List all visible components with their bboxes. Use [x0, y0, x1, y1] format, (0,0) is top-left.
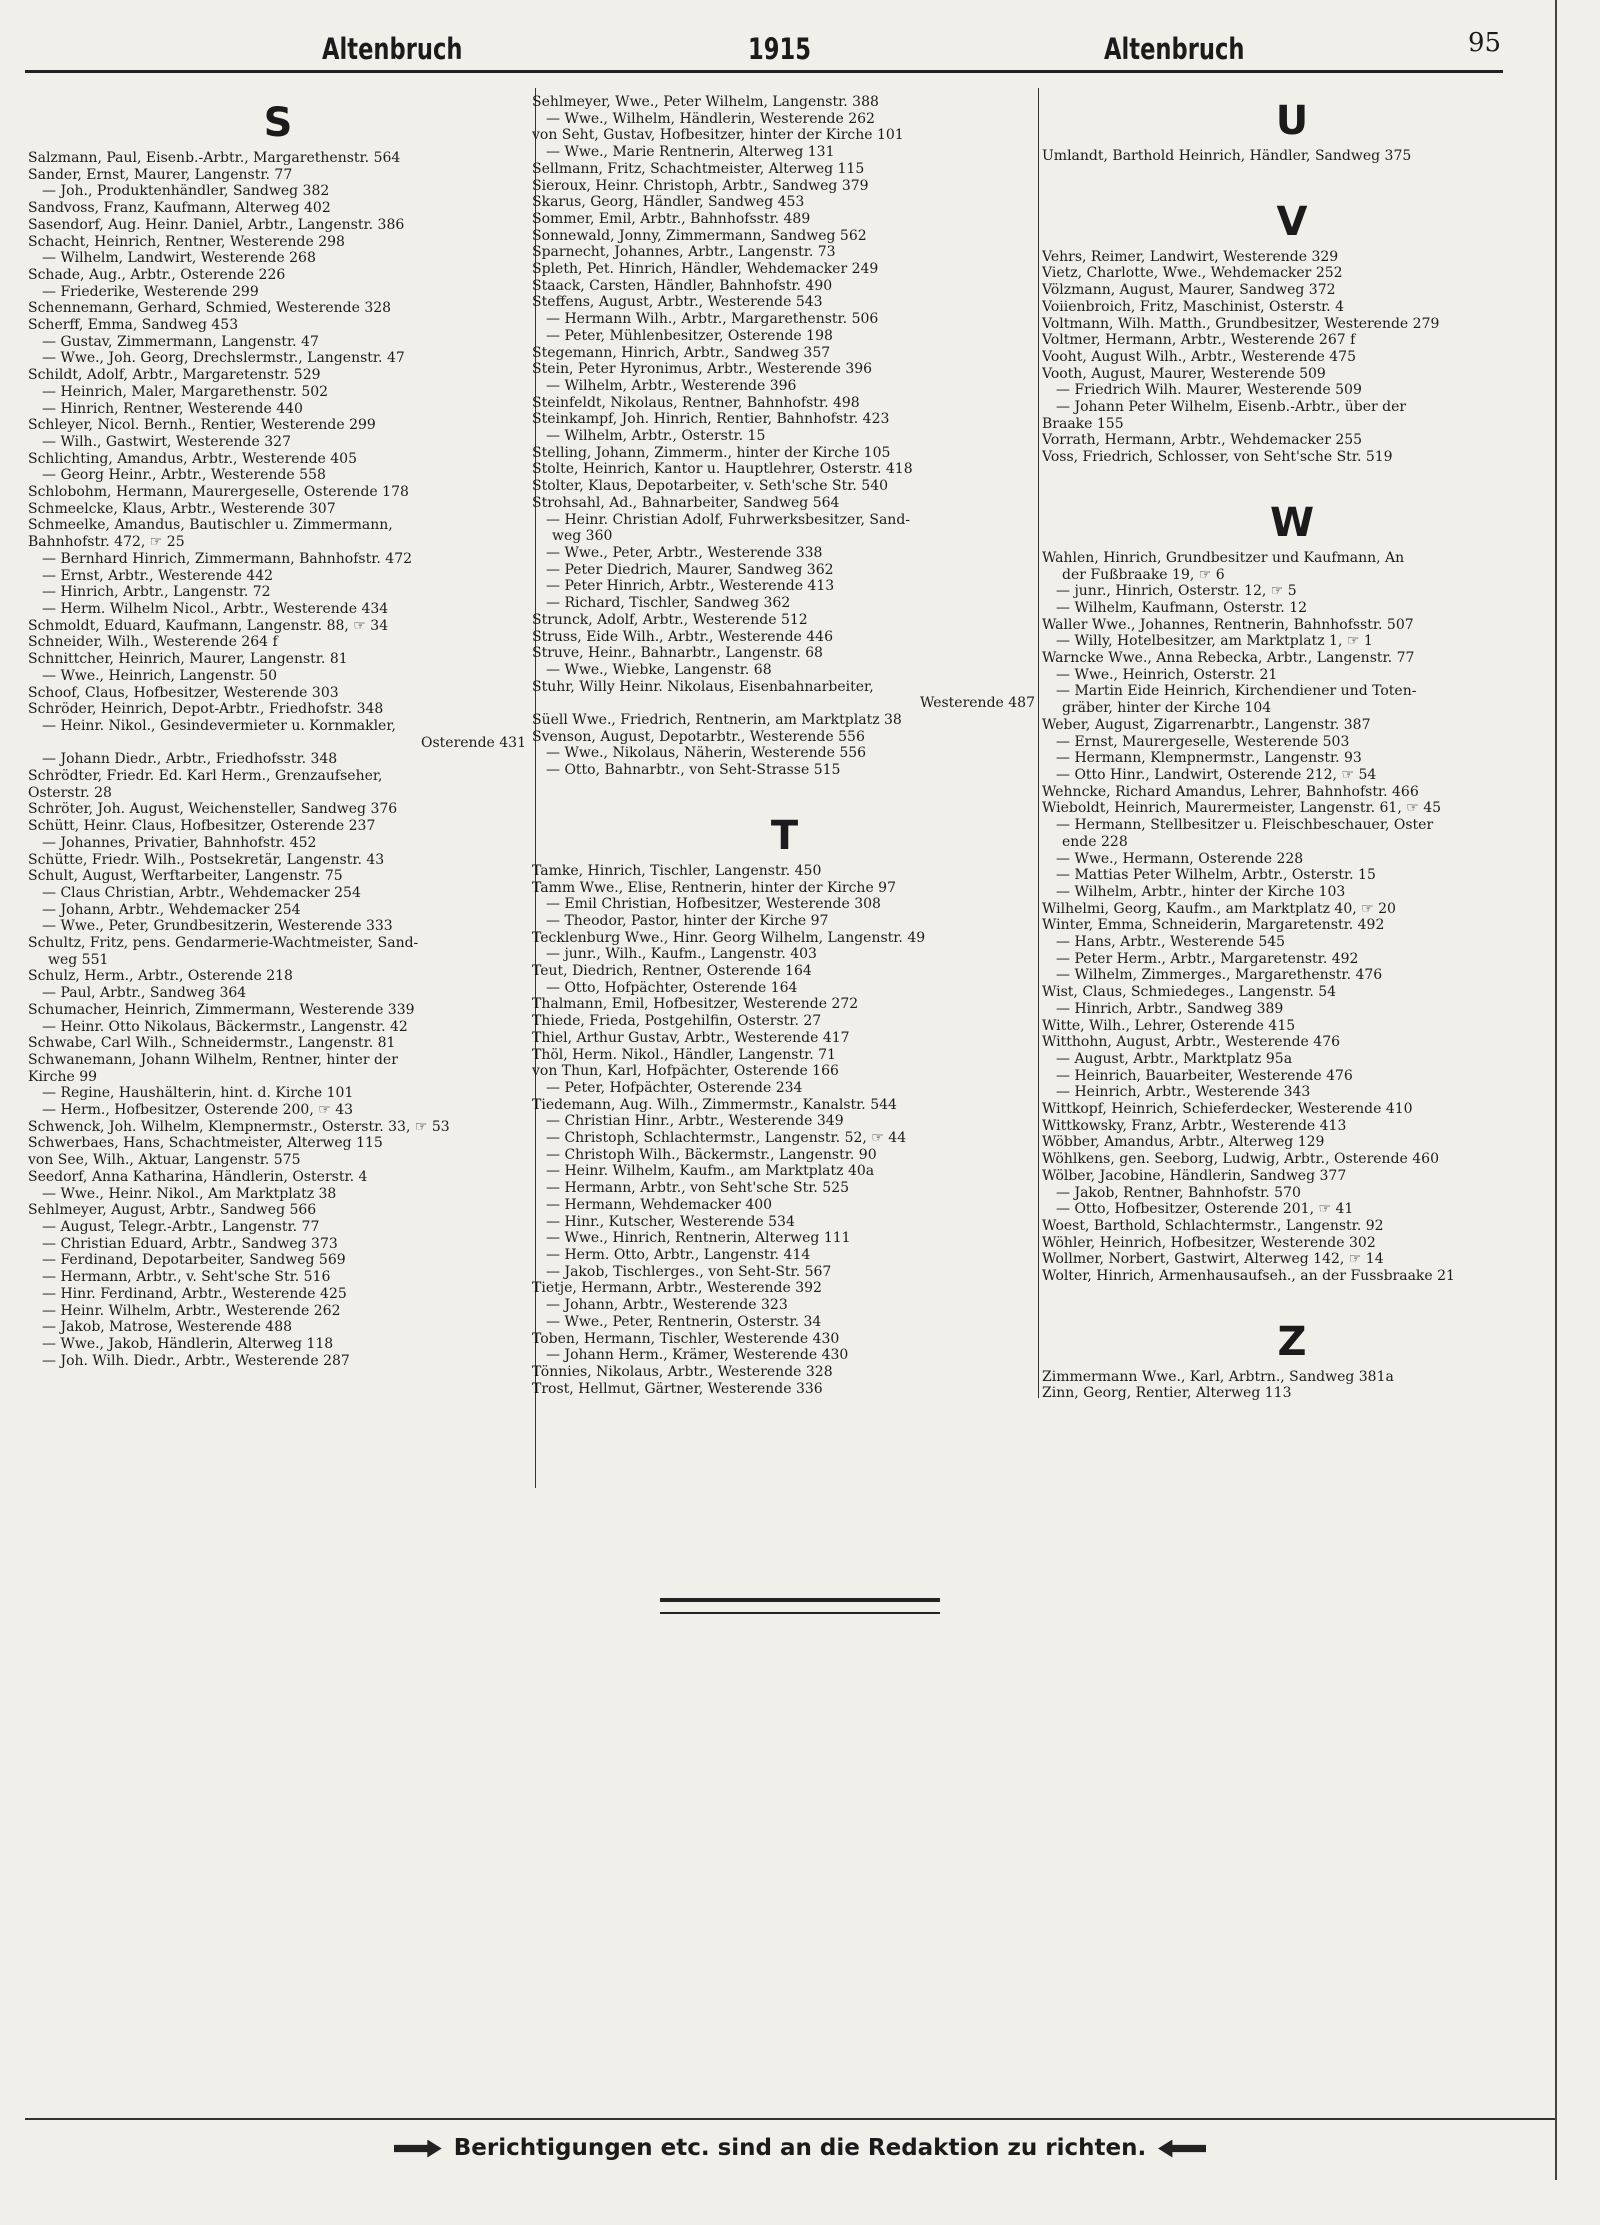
directory-entry: Vehrs, Reimer, Landwirt, Westerende 329 [1042, 248, 1339, 265]
directory-entry: Stolte, Heinrich, Kantor u. Hauptlehrer, Osterstr. 418 [532, 461, 913, 478]
directory-entry: Staack, Carsten, Händler, Bahnhofstr. 490 [532, 277, 833, 294]
directory-entry: Thiel, Arthur Gustav, Arbtr., Westerende 417 [532, 1029, 850, 1046]
directory-entry: Schneider, Wilh., Westerende 264 f [28, 634, 278, 651]
directory-entry: Sehlmeyer, Wwe., Peter Wilhelm, Langenstr. 388 [532, 94, 879, 110]
directory-entry: Struss, Eide Wilh., Arbtr., Westerende 446 [532, 628, 833, 645]
directory-entry: — Johann Diedr., Arbtr., Friedhofsstr. 348 [42, 751, 338, 768]
directory-entry: Schnittcher, Heinrich, Maurer, Langenstr. 81 [28, 651, 348, 668]
directory-entry: — Wilhelm, Arbtr., Westerende 396 [546, 377, 797, 394]
directory-entry: — Peter Diedrich, Maurer, Sandweg 362 [546, 561, 834, 578]
directory-entry: Teut, Diedrich, Rentner, Osterende 164 [532, 963, 812, 980]
directory-entry: — Joh. Wilh. Diedr., Arbtr., Westerende 287 [42, 1352, 350, 1369]
directory-entry: weg 551 [48, 951, 109, 968]
directory-entry: Sehlmeyer, August, Arbtr., Sandweg 566 [28, 1202, 317, 1219]
directory-entry: Schütt, Heinr. Claus, Hofbesitzer, Osterende 237 [28, 818, 376, 835]
directory-entry: von Thun, Karl, Hofpächter, Osterende 166 [532, 1063, 839, 1080]
header-place-right: Altenbruch [1104, 32, 1245, 66]
directory-entry: Schmeelke, Amandus, Bautischler u. Zimmermann, [28, 517, 393, 534]
directory-column-1 [28, 96, 528, 1369]
section-letter: V [1276, 198, 1308, 245]
directory-entry: — Johann Herm., Krämer, Westerende 430 [546, 1347, 849, 1364]
header-rule [25, 70, 1503, 73]
directory-entry: Sander, Ernst, Maurer, Langenstr. 77 [28, 166, 293, 183]
directory-entry: — Jakob, Matrose, Westerende 488 [42, 1319, 293, 1336]
directory-entry: Schlobohm, Hermann, Maurergeselle, Osterende 178 [28, 484, 409, 501]
directory-entry: — Richard, Tischler, Sandweg 362 [546, 595, 791, 612]
footer-note [0, 2135, 1600, 2161]
directory-entry: Sieroux, Heinr. Christoph, Arbtr., Sandweg 379 [532, 177, 869, 194]
directory-entry: Vooth, August, Maurer, Westerende 509 [1042, 365, 1326, 382]
directory-entry: Thiede, Frieda, Postgehilfin, Osterstr. 27 [532, 1013, 822, 1030]
directory-entry: — Wilhelm, Arbtr., hinter der Kirche 103 [1056, 883, 1346, 900]
directory-entry: Schulz, Herm., Arbtr., Osterende 218 [28, 968, 293, 985]
directory-entry: ende 228 [1062, 833, 1128, 850]
directory-entry: — Wwe., Heinrich, Langenstr. 50 [42, 667, 277, 684]
directory-entry: — Hermann Wilh., Arbtr., Margarethenstr. 506 [546, 311, 879, 328]
directory-entry: Strohsahl, Ad., Bahnarbeiter, Sandweg 564 [532, 494, 840, 511]
directory-entry: Tecklenburg Wwe., Hinr. Georg Wilhelm, Langenstr. 49 [532, 929, 926, 946]
directory-entry: Skarus, Georg, Händler, Sandweg 453 [532, 194, 805, 211]
directory-entry: — Heinr. Otto Nikolaus, Bäckermstr., Langenstr. 42 [42, 1018, 408, 1035]
directory-entry: Toben, Hermann, Tischler, Westerende 430 [532, 1330, 840, 1347]
directory-entry: Sommer, Emil, Arbtr., Bahnhofsstr. 489 [532, 210, 811, 227]
directory-entry: Schacht, Heinrich, Rentner, Westerende 298 [28, 233, 345, 250]
directory-entry: Schröter, Joh. August, Weichensteller, Sandweg 376 [28, 801, 398, 818]
directory-entry: weg 360 [552, 528, 613, 545]
directory-entry: Voltmer, Hermann, Arbtr., Westerende 267 f [1042, 332, 1356, 349]
directory-entry: — Heinrich, Arbtr., Westerende 343 [1056, 1084, 1311, 1101]
directory-entry: — Herm., Hofbesitzer, Osterende 200, ☞ 43 [42, 1102, 354, 1119]
directory-entry: — Wwe., Hermann, Osterende 228 [1056, 850, 1304, 867]
directory-entry: — Wilhelm, Landwirt, Westerende 268 [42, 250, 316, 267]
directory-entry: Stegemann, Hinrich, Arbtr., Sandweg 357 [532, 344, 831, 361]
directory-entry: Tamm Wwe., Elise, Rentnerin, hinter der Kirche 97 [532, 879, 896, 896]
directory-entry: Umlandt, Barthold Heinrich, Händler, Sandweg 375 [1042, 148, 1412, 164]
directory-entry: Völzmann, August, Maurer, Sandweg 372 [1042, 282, 1336, 299]
directory-entry: Winter, Emma, Schneiderin, Margaretenstr. 492 [1042, 917, 1385, 934]
directory-entry: — Heinrich, Maler, Margarethenstr. 502 [42, 383, 329, 400]
directory-entry: — Willy, Hotelbesitzer, am Marktplatz 1, ☞ 1 [1056, 633, 1373, 650]
directory-entry: Sellmann, Fritz, Schachtmeister, Alterweg 115 [532, 160, 865, 177]
directory-entry: Süell Wwe., Friedrich, Rentnerin, am Marktplatz 38 [532, 712, 902, 729]
directory-entry: Steffens, August, Arbtr., Westerende 543 [532, 294, 823, 311]
directory-entry: Stolter, Klaus, Depotarbeiter, v. Seth'sche Str. 540 [532, 478, 889, 495]
directory-entry: — Regine, Haushälterin, hint. d. Kirche 101 [42, 1085, 354, 1102]
directory-entry: — Heinr. Nikol., Gesindevermieter u. Kornmakler, [42, 717, 396, 734]
directory-entry: — Hinrich, Rentner, Westerende 440 [42, 400, 303, 417]
directory-entry: — Peter, Hofpächter, Osterende 234 [546, 1079, 803, 1096]
directory-entry: Schleyer, Nicol. Bernh., Rentier, Westerende 299 [28, 417, 376, 434]
directory-entry: — Claus Christian, Arbtr., Wehdemacker 254 [42, 884, 361, 901]
directory-entry: — Heinrich, Bauarbeiter, Westerende 476 [1056, 1067, 1353, 1084]
directory-entry: Stein, Peter Hyronimus, Arbtr., Westerende 396 [532, 361, 873, 378]
directory-entry: Steinfeldt, Nikolaus, Rentner, Bahnhofstr. 498 [532, 394, 860, 411]
directory-entry: — Hermann, Klempnermstr., Langenstr. 93 [1056, 750, 1362, 767]
directory-entry: — Friederike, Westerende 299 [42, 283, 259, 300]
directory-entry: Wist, Claus, Schmiedeges., Langenstr. 54 [1042, 984, 1337, 1001]
directory-entry: Schwenck, Joh. Wilhelm, Klempnermstr., Osterstr. 33, ☞ 53 [28, 1118, 450, 1135]
header-year: 1915 [748, 32, 811, 66]
directory-entry: Scherff, Emma, Sandweg 453 [28, 317, 239, 334]
directory-entry: — August, Arbtr., Marktplatz 95a [1056, 1050, 1293, 1067]
directory-entry: — junr., Wilh., Kaufm., Langenstr. 403 [546, 946, 817, 963]
directory-entry: Seedorf, Anna Katharina, Händlerin, Osterstr. 4 [28, 1168, 368, 1185]
directory-entry: Schumacher, Heinrich, Zimmermann, Westerende 339 [28, 1001, 415, 1018]
directory-entry: — Ernst, Arbtr., Westerende 442 [42, 567, 274, 584]
directory-entry: Schoof, Claus, Hofbesitzer, Westerende 303 [28, 684, 339, 701]
directory-entry: Bahnhofstr. 472, ☞ 25 [28, 534, 185, 551]
directory-entry: — Wwe., Jakob, Händlerin, Alterweg 118 [42, 1335, 334, 1352]
directory-entry: Zinn, Georg, Rentier, Alterweg 113 [1042, 1385, 1292, 1402]
directory-entry: — Joh., Produktenhändler, Sandweg 382 [42, 183, 330, 200]
directory-entry: — Hermann, Stellbesitzer u. Fleischbeschauer, Oster [1056, 817, 1434, 834]
directory-entry: — Wwe., Peter, Arbtr., Westerende 338 [546, 544, 823, 561]
directory-entry: Schult, August, Werftarbeiter, Langenstr. 75 [28, 868, 343, 885]
footer-text: Berichtigungen etc. sind an die Redaktion zu richten. [453, 2135, 1147, 2161]
directory-entry: — Heinr. Christian Adolf, Fuhrwerksbesitzer, Sand- [546, 511, 911, 528]
section-gap [1042, 165, 1542, 195]
directory-entry: — Otto, Hofpächter, Osterende 164 [546, 979, 798, 996]
directory-entry: Schmoldt, Eduard, Kaufmann, Langenstr. 88, ☞ 34 [28, 617, 389, 634]
directory-entry: — Bernhard Hinrich, Zimmermann, Bahnhofstr. 472 [42, 550, 413, 567]
directory-entry: Schildt, Adolf, Arbtr., Margaretenstr. 529 [28, 367, 321, 384]
directory-entry: Spleth, Pet. Hinrich, Händler, Wehdemacker 249 [532, 261, 879, 278]
directory-entry: — Hermann, Arbtr., v. Seht'sche Str. 516 [42, 1269, 331, 1286]
directory-entry: Woest, Barthold, Schlachtermstr., Langenstr. 92 [1042, 1217, 1384, 1234]
directory-entry: — Wilhelm, Arbtr., Osterstr. 15 [546, 428, 766, 445]
directory-entry: Wölber, Jacobine, Händlerin, Sandweg 377 [1042, 1167, 1347, 1184]
directory-entry: — Johann Peter Wilhelm, Eisenb.-Arbtr., über der [1056, 399, 1407, 416]
directory-entry: — Heinr. Wilhelm, Arbtr., Westerende 262 [42, 1302, 341, 1319]
directory-entry: — August, Telegr.-Arbtr., Langenstr. 77 [42, 1219, 320, 1235]
directory-entry: Wöhler, Heinrich, Hofbesitzer, Westerende 302 [1042, 1234, 1376, 1251]
page-header [0, 28, 1600, 72]
directory-entry: — Wwe., Hinrich, Rentnerin, Alterweg 111 [546, 1230, 851, 1247]
directory-entry: Wehncke, Richard Amandus, Lehrer, Bahnhofstr. 466 [1042, 783, 1419, 800]
directory-entry: — Wwe., Heinrich, Osterstr. 21 [1056, 666, 1278, 683]
directory-entry: — Wilhelm, Kaufmann, Osterstr. 12 [1056, 599, 1308, 616]
header-place-left: Altenbruch [322, 32, 463, 66]
directory-entry: Wittkopf, Heinrich, Schieferdecker, Westerende 410 [1042, 1101, 1413, 1118]
directory-entry: Tamke, Hinrich, Tischler, Langenstr. 450 [532, 862, 822, 879]
pointing-hand-icon [394, 2140, 442, 2158]
section-letter: W [1269, 499, 1315, 546]
directory-entry: — Heinr. Wilhelm, Kaufm., am Marktplatz 40a [546, 1163, 875, 1180]
directory-entry: Salzmann, Paul, Eisenb.-Arbtr., Margarethenstr. 564 [28, 150, 401, 166]
directory-entry: — Johann, Arbtr., Wehdemacker 254 [42, 901, 301, 918]
directory-entry: Sasendorf, Aug. Heinr. Daniel, Arbtr., Langenstr. 386 [28, 216, 405, 233]
directory-entry: Wieboldt, Heinrich, Maurermeister, Langenstr. 61, ☞ 45 [1042, 800, 1442, 817]
directory-entry: — Peter, Mühlenbesitzer, Osterende 198 [546, 327, 833, 344]
directory-entry: — Herm. Wilhelm Nicol., Arbtr., Westerende 434 [42, 600, 389, 617]
directory-entry: der Fußbraake 19, ☞ 6 [1062, 566, 1225, 583]
directory-entry: Wahlen, Hinrich, Grundbesitzer und Kaufmann, An [1042, 549, 1405, 566]
directory-entry: Schrödter, Friedr. Ed. Karl Herm., Grenzaufseher, [28, 768, 383, 785]
directory-entry: — Mattias Peter Wilhelm, Arbtr., Osterstr. 15 [1056, 867, 1376, 884]
directory-column-2 [532, 94, 1037, 1397]
directory-entry: von Seht, Gustav, Hofbesitzer, hinter der Kirche 101 [532, 127, 904, 144]
page-edge-line [1555, 0, 1557, 2180]
directory-entry: — Christoph, Schlachtermstr., Langenstr. 52, ☞ 44 [546, 1130, 907, 1147]
directory-entry: Osterende 431 [421, 734, 526, 751]
directory-entry: Sparnecht, Johannes, Arbtr., Langenstr. 73 [532, 244, 836, 261]
directory-entry: — Georg Heinr., Arbtr., Westerende 558 [42, 467, 326, 484]
directory-entry: — Christian Eduard, Arbtr., Sandweg 373 [42, 1235, 338, 1252]
directory-entry: Thalmann, Emil, Hofbesitzer, Westerende 272 [532, 996, 859, 1013]
directory-entry: — Theodor, Pastor, hinter der Kirche 97 [546, 912, 829, 929]
directory-entry: Osterstr. 28 [28, 784, 112, 801]
directory-entry: — Wwe., Nikolaus, Näherin, Westerende 556 [546, 745, 867, 762]
directory-entry: — Wwe., Heinr. Nikol., Am Marktplatz 38 [42, 1185, 337, 1202]
directory-entry: Schütte, Friedr. Wilh., Postsekretär, Langenstr. 43 [28, 851, 385, 868]
directory-entry: Westerende 487 [919, 695, 1035, 712]
directory-entry: — Christoph Wilh., Bäckermstr., Langenstr. 90 [546, 1146, 877, 1163]
directory-entry: — Wilhelm, Zimmerges., Margarethenstr. 476 [1056, 967, 1383, 984]
directory-entry: Vooht, August Wilh., Arbtr., Westerende 475 [1042, 348, 1356, 365]
section-letter: Z [1277, 1318, 1307, 1365]
section-letter: S [263, 100, 293, 146]
directory-entry: Vorrath, Hermann, Arbtr., Wehdemacker 255 [1042, 432, 1363, 449]
directory-entry: — Wilh., Gastwirt, Westerende 327 [42, 433, 291, 450]
directory-entry: Svenson, August, Depotarbtr., Westerende 556 [532, 728, 865, 745]
directory-entry: — Martin Eide Heinrich, Kirchendiener und Toten- [1056, 683, 1417, 700]
directory-entry: — Hans, Arbtr., Westerende 545 [1056, 934, 1286, 951]
directory-entry: — Otto, Bahnarbtr., von Seht-Strasse 515 [546, 762, 841, 779]
directory-entry: gräber, hinter der Kirche 104 [1062, 700, 1272, 717]
directory-entry: — Hinr., Kutscher, Westerende 534 [546, 1213, 795, 1230]
directory-entry: — Otto, Hofbesitzer, Osterende 201, ☞ 41 [1056, 1201, 1354, 1218]
directory-entry: Wöbber, Amandus, Arbtr., Alterweg 129 [1042, 1134, 1325, 1151]
directory-entry: Vietz, Charlotte, Wwe., Wehdemacker 252 [1042, 265, 1343, 282]
directory-entry: Schennemann, Gerhard, Schmied, Westerende 328 [28, 300, 392, 317]
directory-entry: Schultz, Fritz, pens. Gendarmerie-Wachtmeister, Sand- [28, 935, 419, 952]
directory-entry: — Peter Hinrich, Arbtr., Westerende 413 [546, 578, 835, 595]
column-divider-2 [1038, 88, 1039, 1398]
directory-entry: Warncke Wwe., Anna Rebecka, Arbtr., Langenstr. 77 [1042, 650, 1415, 667]
directory-entry: Voiienbroich, Fritz, Maschinist, Osterstr. 4 [1042, 298, 1345, 315]
directory-entry: Schröder, Heinrich, Depot-Arbtr., Friedhofstr. 348 [28, 701, 384, 718]
directory-entry: Thöl, Herm. Nikol., Händler, Langenstr. 71 [532, 1046, 836, 1063]
directory-entry: — Friedrich Wilh. Maurer, Westerende 509 [1056, 382, 1362, 399]
directory-entry: — Emil Christian, Hofbesitzer, Westerende 308 [546, 896, 881, 913]
footer-rule [25, 2118, 1555, 2120]
directory-entry: — Hinrich, Arbtr., Sandweg 389 [1056, 1000, 1284, 1017]
directory-entry: Waller Wwe., Johannes, Rentnerin, Bahnhofsstr. 507 [1042, 616, 1414, 633]
directory-entry: — Hermann, Arbtr., von Seht'sche Str. 525 [546, 1180, 850, 1197]
directory-entry: — Peter Herm., Arbtr., Margaretenstr. 492 [1056, 950, 1359, 967]
directory-entry: Wilhelmi, Georg, Kaufm., am Marktplatz 40, ☞ 20 [1042, 900, 1396, 917]
section-gap [532, 779, 1037, 809]
directory-entry: von See, Wilh., Aktuar, Langenstr. 575 [28, 1152, 301, 1169]
directory-entry: Wöhlkens, gen. Seeborg, Ludwig, Arbtr., Osterende 460 [1042, 1151, 1439, 1168]
directory-entry: Schlichting, Amandus, Arbtr., Westerende 405 [28, 450, 357, 467]
directory-entry: Wolter, Hinrich, Armenhausaufseh., an der Fussbraake 21 [1042, 1268, 1455, 1285]
directory-entry: Tönnies, Nikolaus, Arbtr., Westerende 328 [532, 1363, 833, 1380]
directory-entry: Trost, Hellmut, Gärtner, Westerende 336 [532, 1380, 823, 1397]
directory-entry: — Wwe., Joh. Georg, Drechslermstr., Langenstr. 47 [42, 350, 405, 367]
directory-entry: Tietje, Hermann, Arbtr., Westerende 392 [532, 1280, 822, 1297]
directory-entry: — Hermann, Wehdemacker 400 [546, 1196, 773, 1213]
directory-entry: — Ernst, Maurergeselle, Westerende 503 [1056, 733, 1350, 750]
directory-entry: Weber, August, Zigarrenarbtr., Langenstr. 387 [1042, 716, 1371, 733]
directory-entry: Strunck, Adolf, Arbtr., Westerende 512 [532, 611, 808, 628]
directory-entry: Schmeelcke, Klaus, Arbtr., Westerende 307 [28, 500, 336, 517]
directory-entry: Steinkampf, Joh. Hinrich, Rentier, Bahnhofstr. 423 [532, 411, 890, 428]
directory-entry: Wittkowsky, Franz, Arbtr., Westerende 413 [1042, 1117, 1347, 1134]
directory-entry: — Ferdinand, Depotarbeiter, Sandweg 569 [42, 1252, 346, 1269]
directory-entry: Stuhr, Willy Heinr. Nikolaus, Eisenbahnarbeiter, [532, 678, 874, 695]
section-gap [1042, 1285, 1542, 1315]
directory-entry: — Wwe., Wilhelm, Händlerin, Westerende 262 [546, 110, 875, 127]
directory-entry: — Otto Hinr., Landwirt, Osterende 212, ☞ 54 [1056, 766, 1377, 783]
directory-column-3 [1042, 94, 1542, 1402]
directory-entry: Struve, Heinr., Bahnarbtr., Langenstr. 68 [532, 645, 823, 662]
directory-entry: Stelling, Johann, Zimmerm., hinter der Kirche 105 [532, 444, 891, 461]
directory-entry: — Gustav, Zimmermann, Langenstr. 47 [42, 333, 319, 350]
directory-entry: Witthohn, August, Arbtr., Westerende 476 [1042, 1034, 1341, 1051]
directory-entry: — Jakob, Tischlerges., von Seht-Str. 567 [546, 1263, 832, 1280]
directory-entry: Sandvoss, Franz, Kaufmann, Alterweg 402 [28, 200, 331, 217]
section-gap [1042, 466, 1542, 496]
directory-entry: — Wwe., Marie Rentnerin, Alterweg 131 [546, 144, 835, 161]
directory-entry: Witte, Wilh., Lehrer, Osterende 415 [1042, 1017, 1296, 1034]
directory-entry: — Hinrich, Arbtr., Langenstr. 72 [42, 584, 271, 601]
directory-entry: — Jakob, Rentner, Bahnhofstr. 570 [1056, 1184, 1301, 1201]
directory-entry: — Paul, Arbtr., Sandweg 364 [42, 985, 247, 1002]
directory-entry: — Christian Hinr., Arbtr., Westerende 349 [546, 1113, 844, 1130]
directory-entry: — Johann, Arbtr., Westerende 323 [546, 1297, 788, 1314]
directory-entry: — junr., Hinrich, Osterstr. 12, ☞ 5 [1056, 583, 1297, 600]
directory-entry: Braake 155 [1042, 415, 1124, 432]
directory-entry: Voss, Friedrich, Schlosser, von Seht'sche Str. 519 [1042, 449, 1393, 466]
directory-entry: — Wwe., Wiebke, Langenstr. 68 [546, 661, 772, 678]
pointing-hand-icon [1158, 2140, 1206, 2158]
directory-entry: Schwerbaes, Hans, Schachtmeister, Alterweg 115 [28, 1135, 383, 1152]
directory-entry: — Hinr. Ferdinand, Arbtr., Westerende 425 [42, 1285, 347, 1302]
directory-entry: Schade, Aug., Arbtr., Osterende 226 [28, 266, 286, 283]
directory-entry: — Wwe., Peter, Grundbesitzerin, Westerende 333 [42, 918, 393, 935]
section-end-rule [660, 1598, 940, 1614]
directory-entry: — Johannes, Privatier, Bahnhofstr. 452 [42, 834, 317, 851]
directory-entry: Voltmann, Wilh. Matth., Grundbesitzer, Westerende 279 [1042, 315, 1440, 332]
page-number: 95 [1468, 28, 1502, 58]
directory-entry: Schwanemann, Johann Wilhelm, Rentner, hinter der [28, 1051, 398, 1068]
directory-entry: Kirche 99 [28, 1068, 98, 1085]
directory-entry: Zimmermann Wwe., Karl, Arbtrn., Sandweg 381a [1042, 1368, 1394, 1385]
section-letter: T [770, 812, 799, 859]
directory-entry: Schwabe, Carl Wilh., Schneidermstr., Langenstr. 81 [28, 1035, 396, 1052]
section-letter: U [1275, 98, 1309, 144]
directory-entry: Tiedemann, Aug. Wilh., Zimmermstr., Kanalstr. 544 [532, 1096, 897, 1113]
directory-entry: — Herm. Otto, Arbtr., Langenstr. 414 [546, 1247, 811, 1263]
directory-entry: Sonnewald, Jonny, Zimmermann, Sandweg 562 [532, 227, 867, 244]
directory-entry: — Wwe., Peter, Rentnerin, Osterstr. 34 [546, 1313, 822, 1330]
directory-entry: Wollmer, Norbert, Gastwirt, Alterweg 142, ☞ 14 [1042, 1251, 1384, 1268]
